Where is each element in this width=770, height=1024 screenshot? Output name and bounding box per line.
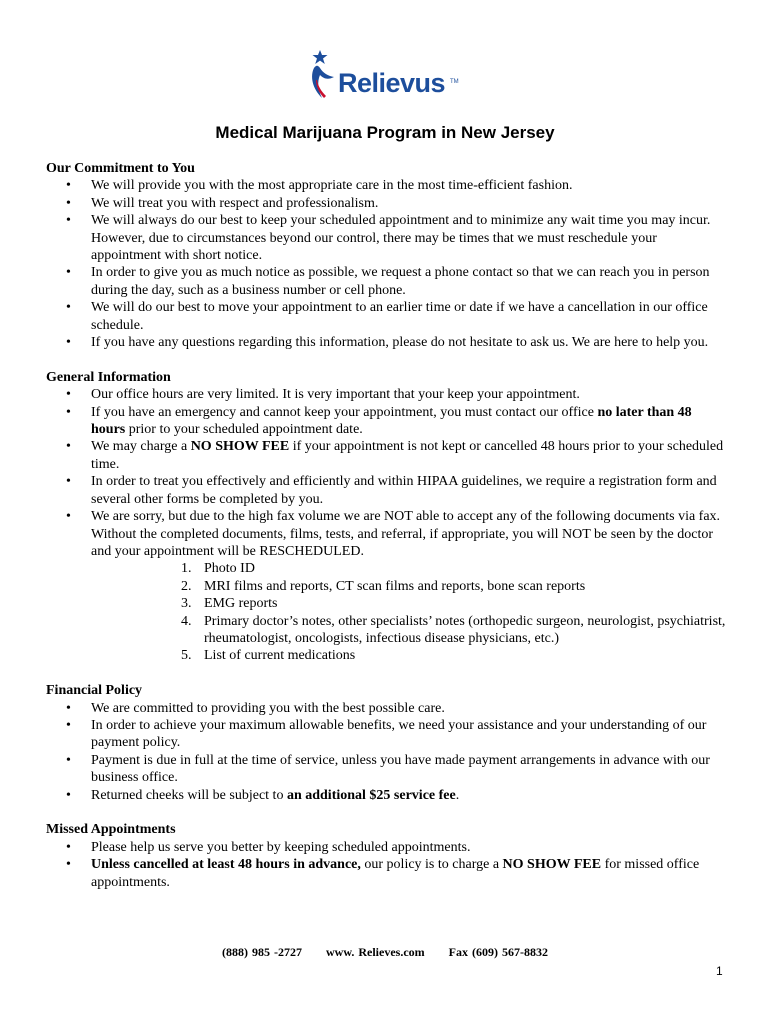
list-item: • We are committed to providing you with the best possible care. [46, 700, 726, 717]
logo-figure-icon [308, 46, 342, 102]
bold-run: an additional $25 service fee [286, 787, 456, 803]
list-item: • We are sorry, but due to the high fax volume we are NOT able to accept any of the following documents via fax. Without the completed documents, films, tests, and referral, if appropriate, you will NOT be seen by the doctor and your appointment will be RESCHEDULED. [46, 508, 726, 560]
item-number: 3. [181, 596, 192, 612]
financial-list [46, 700, 726, 804]
item-text: MRI films and reports, CT scan films and reports, bone scan reports [204, 578, 586, 594]
text-run: for missed office appointments. [91, 857, 700, 890]
logo-wordmark: Relievus [338, 68, 446, 98]
commitment-list [46, 177, 726, 351]
bold-run: Unless cancelled at least 48 hours in advance, [91, 857, 361, 873]
list-item: • In order to give you as much notice as possible, we request a phone contact so that we can reach you in person during the day, such as a business number or cell phone. [46, 264, 726, 299]
item-number: 2. [181, 578, 192, 594]
footer-website: www. Relieves.com [326, 945, 425, 959]
relievus-logo [308, 46, 468, 104]
list-item: • Payment is due in full at the time of service, unless you have made payment arrangements in advance with our business office. [46, 752, 726, 787]
item-text: List of current medications [204, 648, 356, 664]
financial-section [46, 682, 726, 804]
item-text: EMG reports [204, 596, 278, 612]
general-list [46, 386, 726, 560]
required-documents-list [46, 560, 726, 664]
missed-section [46, 821, 726, 891]
logo-trademark: TM [450, 79, 459, 85]
list-item: • Our office hours are very limited. It is very important that your keep your appointment. [46, 386, 726, 403]
list-item: • Please help us serve you better by keeping scheduled appointments. [46, 839, 726, 856]
section-title: Missed Appointments [46, 822, 176, 838]
list-item: • In order to achieve your maximum allowable benefits, we need your assistance and your understanding of our payment policy. [46, 717, 726, 752]
footer-fax: Fax (609) 567-8832 [448, 945, 548, 959]
text-run: prior to your scheduled appointment date. [125, 422, 363, 438]
text-run: if your appointment is not kept or cancelled 48 hours prior to your scheduled time. [91, 439, 724, 472]
missed-list [46, 839, 726, 891]
commitment-section [46, 160, 726, 351]
list-item: • We will provide you with the most appropriate care in the most time-efficient fashion. [46, 177, 726, 194]
bold-run: no later than 48 hours [91, 404, 692, 438]
list-item: • We will do our best to move your appointment to an earlier time or date if we have a cancellation in our office schedule. [46, 299, 726, 334]
general-section [46, 369, 726, 665]
bold-run: NO SHOW FEE [190, 439, 290, 455]
document-body [46, 160, 726, 908]
list-item [46, 560, 726, 577]
list-item [46, 613, 726, 648]
page-number: 1 [716, 964, 723, 978]
text-run: . [455, 787, 460, 803]
list-item [46, 787, 726, 804]
list-item: • If you have any questions regarding this information, please do not hesitate to ask us. We are here to help you. [46, 334, 726, 351]
item-text: Primary doctor’s notes, other specialists’ notes (orthopedic surgeon, neurologist, psychiatrist, rheumatologist, oncologists, infectious disease physicians, etc.) [204, 613, 726, 646]
section-title: Financial Policy [46, 683, 143, 699]
item-number: 1. [181, 561, 192, 577]
list-item [46, 595, 726, 612]
item-number: 5. [181, 648, 192, 664]
text-run: We may charge a [91, 439, 191, 455]
bold-run: NO SHOW FEE [502, 857, 602, 873]
text-run: If you have an emergency and cannot keep your appointment, you must contact our office [91, 404, 598, 420]
list-item [46, 578, 726, 595]
list-item [46, 438, 726, 473]
contact-footer [0, 944, 770, 961]
footer-phone: (888) 985 -2727 [222, 945, 303, 959]
item-text: Photo ID [204, 561, 255, 577]
text-run: Returned cheeks will be subject to [91, 787, 287, 803]
list-item: • We will treat you with respect and professionalism. [46, 195, 726, 212]
list-item [46, 404, 726, 439]
section-title: General Information [46, 369, 171, 385]
text-run: our policy is to charge a [360, 857, 503, 873]
item-number: 4. [181, 613, 192, 629]
section-title: Our Commitment to You [46, 161, 195, 176]
list-item: • We will always do our best to keep your scheduled appointment and to minimize any wait time you may incur. However, due to circumstances beyond our control, there may be times that we must reschedule your appointment with short notice. [46, 212, 726, 264]
list-item: • In order to treat you effectively and efficiently and within HIPAA guidelines, we require a registration form and several other forms be completed by you. [46, 473, 726, 508]
list-item [46, 647, 726, 664]
page-title: Medical Marijuana Program in New Jersey [215, 123, 555, 142]
list-item [46, 856, 726, 891]
